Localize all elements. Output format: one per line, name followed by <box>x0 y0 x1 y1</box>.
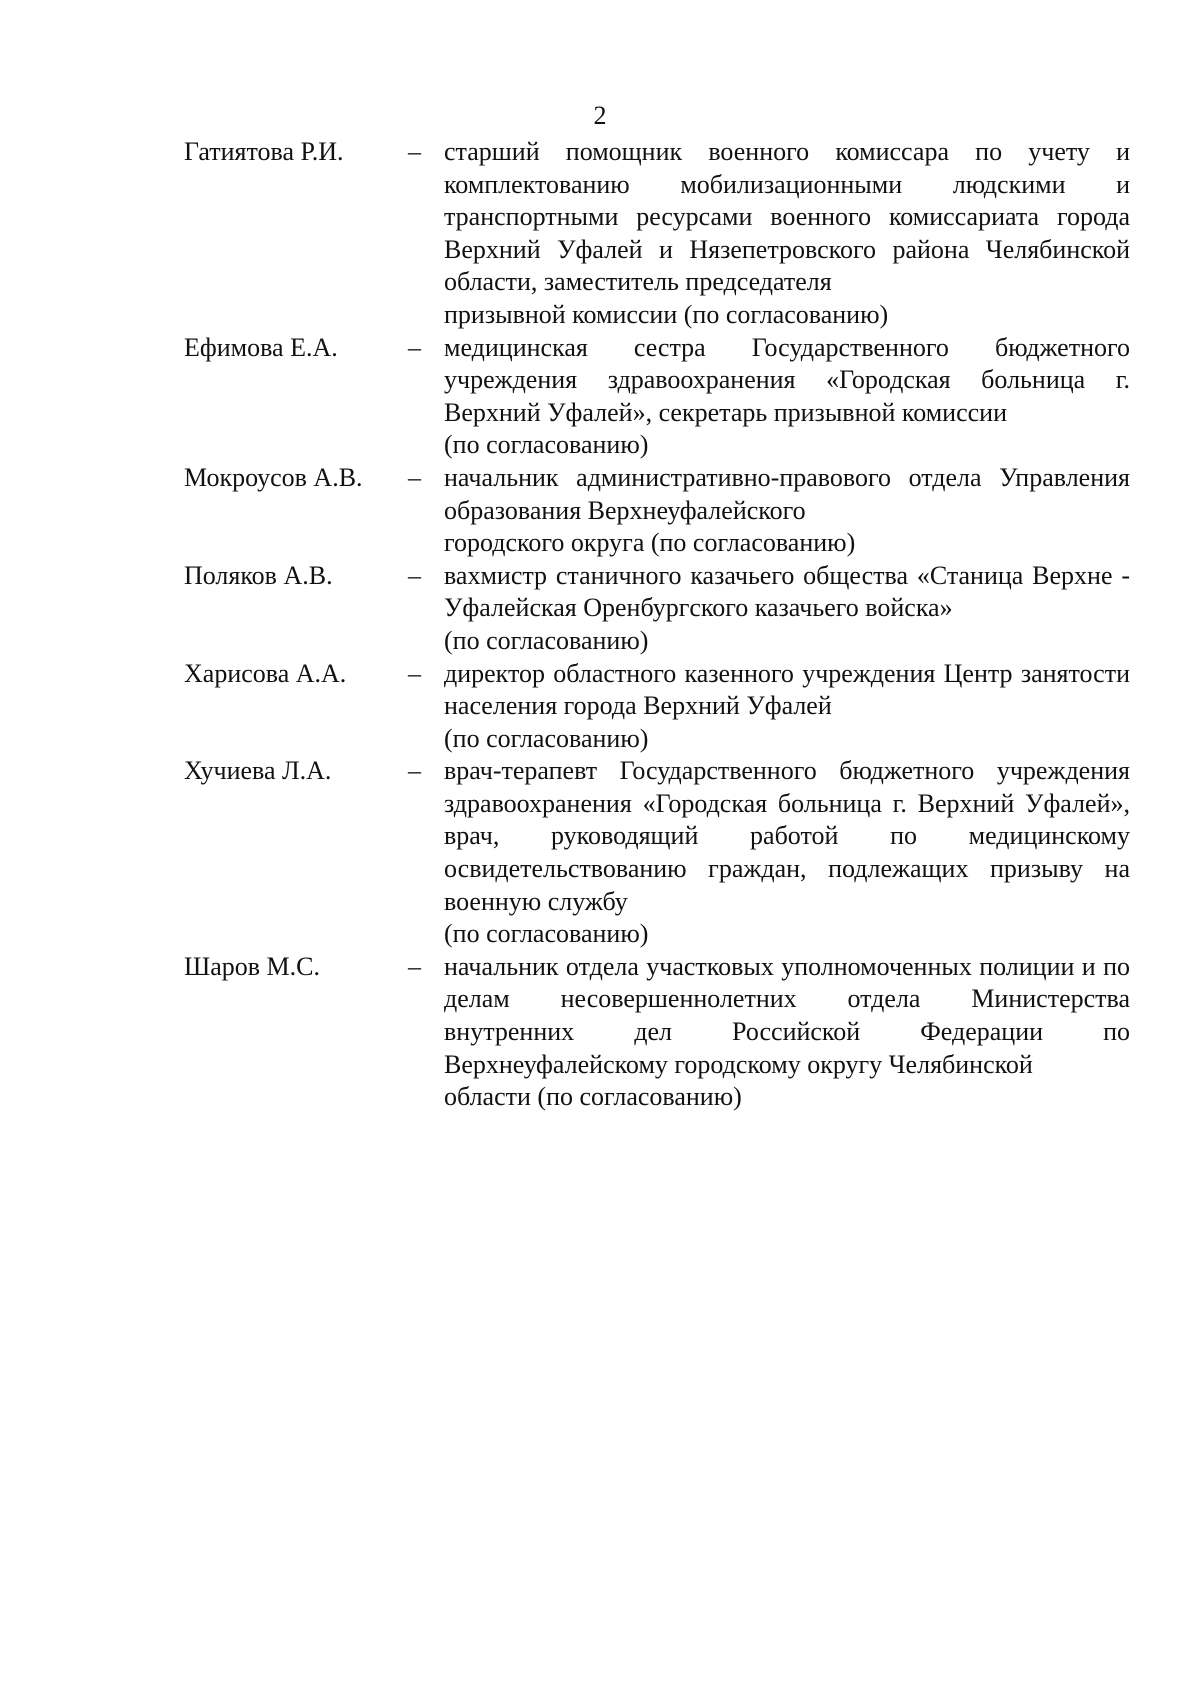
member-role: старший помощник военного комиссара по учету и комплектованию мобилизационными людскими и транспортными ресурсами военного комиссариата города Верхний Уфалей и Нязепетровского района Челябинской области, заместитель председателя призывной комиссии (по согласованию) <box>444 137 1130 329</box>
member-dash: – <box>408 756 421 786</box>
member-role: начальник административно-правового отдела Управления образования Верхнеуфалейского городского округа (по согласованию) <box>444 462 1130 558</box>
member-name: Шаров М.С. <box>184 951 321 981</box>
member-name: Хучиева Л.А. <box>184 756 332 786</box>
member-role: вахмистр станичного казачьего общества «Станица Верхне - Уфалейская Оренбургского казачьего войска» (по согласованию) <box>444 560 1130 655</box>
member-name: Гатиятова Р.И. <box>184 137 344 166</box>
member-dash: – <box>408 462 421 492</box>
member-entry <box>184 755 1130 951</box>
member-name: Поляков А.В. <box>184 560 333 590</box>
member-role: врач-терапевт Государственного бюджетного учреждения здравоохранения «Городская больница г. Верхний Уфалей», врач, руководящий работой по медицинскому освидетельствованию граждан, подлежащих призыву на военную службу (по согласованию) <box>444 756 1130 949</box>
commission-member-list <box>184 136 1130 1114</box>
member-entry <box>184 951 1130 1114</box>
member-role: начальник отдела участковых уполномоченных полиции и по делам несовершеннолетних отдела Министерства внутренних дел Российской Федерации по Верхнеуфалейскому городскому округу Челябинской области (по согласованию) <box>444 951 1130 1112</box>
member-dash: – <box>408 658 421 688</box>
member-entry <box>184 560 1130 658</box>
member-dash: – <box>408 332 421 362</box>
member-dash: – <box>408 951 421 981</box>
member-role: директор областного казенного учреждения Центр занятости населения города Верхний Уфалей (по согласованию) <box>444 658 1130 753</box>
member-entry <box>184 658 1130 756</box>
member-role: медицинская сестра Государственного бюджетного учреждения здравоохранения «Городская больница г. Верхний Уфалей», секретарь призывной комиссии (по согласованию) <box>444 332 1130 460</box>
member-entry <box>184 462 1130 560</box>
member-name: Харисова А.А. <box>184 658 347 688</box>
member-name: Ефимова Е.А. <box>184 332 338 362</box>
member-entry <box>184 136 1130 332</box>
page-number: 2 <box>593 101 607 130</box>
member-dash: – <box>408 137 421 166</box>
member-name: Мокроусов А.В. <box>184 462 363 492</box>
member-entry <box>184 332 1130 462</box>
member-dash: – <box>408 560 421 590</box>
